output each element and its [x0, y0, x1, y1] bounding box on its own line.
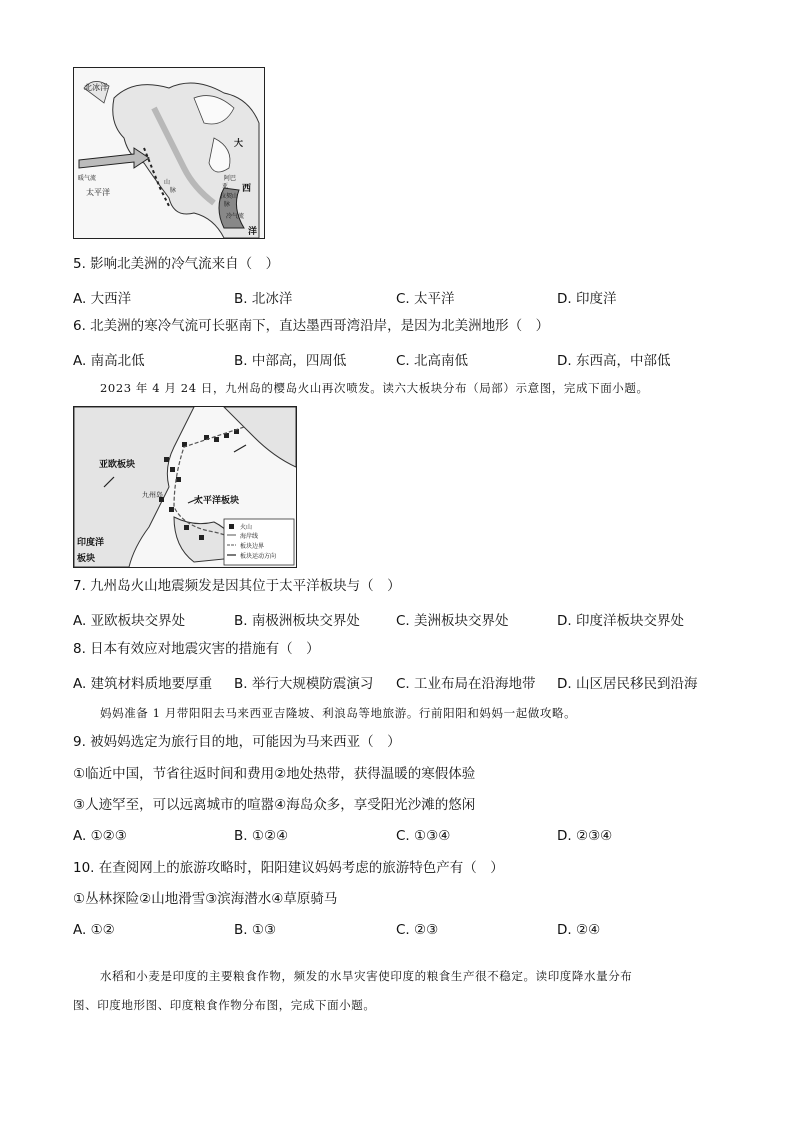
question-9-option-c[interactable]: C. ①③④	[396, 828, 451, 844]
question-9-option-b[interactable]: B. ①②④	[234, 828, 289, 844]
plates-label: 亚欧板块	[99, 460, 136, 470]
question-6-option-a[interactable]: A. 南高北低	[73, 353, 145, 369]
question-6-option-d[interactable]: D. 东西高，中部低	[557, 353, 671, 369]
question-10-statement-line: ①丛林探险②山地滑雪③滨海潜水④草原骑马	[73, 891, 338, 907]
question-7-option-b[interactable]: B. 南极洲板块交界处	[234, 613, 360, 629]
north-america-map	[73, 67, 265, 239]
map1-label: 北冰洋	[84, 83, 108, 92]
map1-label: 冷气流	[226, 213, 245, 220]
question-7-option-c[interactable]: C. 美洲板块交界处	[396, 613, 509, 629]
map1-label: 洋	[248, 227, 258, 237]
plates-legend-item: 板块运动方向	[240, 553, 277, 560]
question-9-option-d[interactable]: D. ②③④	[557, 828, 613, 844]
map1-label: 大	[234, 139, 244, 149]
map1-label: 拉契山	[220, 193, 239, 200]
question-8-option-c[interactable]: C. 工业布局在沿海地带	[396, 676, 536, 692]
question-10-option-c[interactable]: C. ②③	[396, 922, 439, 938]
plates-label: 印度洋	[77, 538, 105, 548]
plates-legend-item: 板块边界	[240, 543, 265, 550]
plates-label: 太平洋板块	[194, 496, 240, 506]
question-6-option-c[interactable]: C. 北高南低	[396, 353, 469, 369]
question-5-option-b[interactable]: B. 北冰洋	[234, 291, 293, 307]
question-8-stem: 8. 日本有效应对地震灾害的措施有（ ）	[73, 641, 320, 657]
question-8-option-d[interactable]: D. 山区居民移民到沿海	[557, 676, 698, 692]
plates-legend-item: 火山	[240, 524, 253, 531]
question-5-option-a[interactable]: A. 大西洋	[73, 291, 132, 307]
question-7-option-d[interactable]: D. 印度洋板块交界处	[557, 613, 684, 629]
question-5-option-c[interactable]: C. 太平洋	[396, 291, 455, 307]
map1-label: 山	[164, 179, 171, 186]
question-9-option-a[interactable]: A. ①②③	[73, 828, 127, 844]
section-intro-travel: 妈妈准备 1 月带阳阳去马来西亚吉隆坡、利浪岛等地旅游。行前阳阳和妈妈一起做攻略。	[100, 706, 577, 720]
plates-label: 九州岛	[142, 491, 163, 499]
map1-label: 脉	[170, 187, 177, 194]
map1-label: 亚	[222, 183, 229, 190]
question-10-option-d[interactable]: D. ②④	[557, 922, 601, 938]
question-9-statement-line: ①临近中国，节省往返时间和费用②地处热带，获得温暖的寒假体验	[73, 766, 476, 782]
plates-label: 板块	[77, 554, 96, 564]
question-6-stem: 6. 北美洲的寒冷气流可长驱南下，直达墨西哥湾沿岸，是因为北美洲地形（ ）	[73, 318, 550, 334]
question-5-stem: 5. 影响北美洲的冷气流来自（ ）	[73, 256, 280, 272]
question-9-stem: 9. 被妈妈选定为旅行目的地，可能因为马来西亚（ ）	[73, 734, 401, 750]
map1-label: 脉	[224, 201, 231, 208]
plates-map	[73, 406, 297, 568]
map1-label: 太平洋	[86, 188, 110, 197]
question-8-option-b[interactable]: B. 举行大规模防震演习	[234, 676, 374, 692]
plates-legend-item: 海岸线	[240, 533, 259, 540]
north-america-map-drawing	[74, 68, 264, 238]
question-10-stem: 10. 在查阅网上的旅游攻略时，阳阳建议妈妈考虑的旅游特色产有（ ）	[73, 860, 504, 876]
map1-label: 西	[242, 184, 252, 194]
section-intro-plates: 2023 年 4 月 24 日，九州岛的樱岛火山再次喷发。读六大板块分布（局部）示意图，完成下面小题。	[100, 381, 649, 395]
question-5-option-d[interactable]: D. 印度洋	[557, 291, 617, 307]
question-10-option-b[interactable]: B. ①③	[234, 922, 277, 938]
question-9-statement-line: ③人迹罕至，可以远离城市的喧嚣④海岛众多，享受阳光沙滩的悠闲	[73, 797, 476, 813]
section-intro-india-line1: 水稻和小麦是印度的主要粮食作物，频发的水旱灾害使印度的粮食生产很不稳定。读印度降水量分布	[100, 969, 633, 983]
map1-label: 阿巴	[224, 175, 237, 182]
question-10-option-a[interactable]: A. ①②	[73, 922, 115, 938]
question-6-option-b[interactable]: B. 中部高，四周低	[234, 353, 347, 369]
section-intro-india-line2: 图、印度地形图、印度粮食作物分布图，完成下面小题。	[73, 998, 376, 1012]
question-8-option-a[interactable]: A. 建筑材料质地要厚重	[73, 676, 213, 692]
question-7-stem: 7. 九州岛火山地震频发是因其位于太平洋板块与（ ）	[73, 578, 401, 594]
plates-map-drawing	[74, 407, 296, 567]
map1-label: 暖气流	[78, 175, 97, 182]
question-7-option-a[interactable]: A. 亚欧板块交界处	[73, 613, 186, 629]
